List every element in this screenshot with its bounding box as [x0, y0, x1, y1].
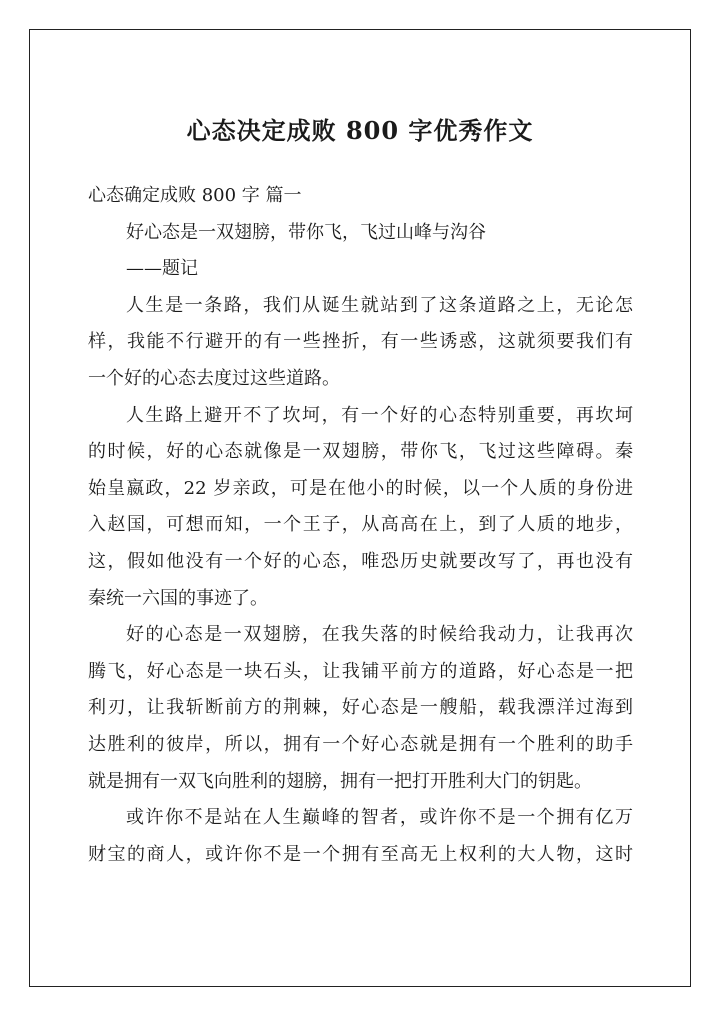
text-line: 入赵国，可想而知，一个王子，从高高在上，到了人质的地步，: [88, 514, 633, 536]
text-line: 心态确定成败 800 字 篇一: [88, 185, 302, 206]
text-line: 秦统一六国的事迹了。: [88, 587, 268, 609]
text-line: 人生路上避开不了坎坷，有一个好的心态特别重要，再坎坷: [126, 404, 633, 426]
text-line: 利刃，让我斩断前方的荆棘，好心态是一艘船，载我漂洋过海到: [88, 697, 633, 719]
document-body: [88, 178, 633, 873]
text-line: 就是拥有一双飞向胜利的翅膀，拥有一把打开胜利大门的钥匙。: [88, 770, 592, 792]
text-line: 始皇嬴政，22 岁亲政，可是在他小的时候，以一个人质的身份进: [88, 477, 633, 499]
text-line: 的时候，好的心态就像是一双翅膀，带你飞，飞过这些障碍。秦: [88, 441, 633, 463]
text-line: 或许你不是站在人生巅峰的智者，或许你不是一个拥有亿万: [126, 807, 633, 829]
text-line: 腾飞，好心态是一块石头，让我铺平前方的道路，好心态是一把: [88, 660, 633, 682]
document-title: 心态决定成败 800 字优秀作文: [186, 116, 534, 145]
text-line: 人生是一条路，我们从诞生就站到了这条道路之上，无论怎: [126, 294, 633, 316]
text-line: 这，假如他没有一个好的心态，唯恐历史就要改写了，再也没有: [88, 550, 633, 572]
text-line: 好心态是一双翅膀，带你飞，飞过山峰与沟谷: [126, 221, 486, 243]
text-line: 样，我能不行避开的有一些挫折，有一些诱惑，这就须要我们有: [88, 331, 633, 353]
text-line: ——题记: [126, 258, 198, 280]
text-line: 达胜利的彼岸，所以，拥有一个好心态就是拥有一个胜利的助手: [88, 733, 633, 755]
text-line: 财宝的商人，或许你不是一个拥有至高无上权利的大人物，这时: [88, 843, 633, 865]
text-line: 好的心态是一双翅膀，在我失落的时候给我动力，让我再次: [126, 624, 633, 646]
text-line: 一个好的心态去度过这些道路。: [88, 367, 340, 389]
